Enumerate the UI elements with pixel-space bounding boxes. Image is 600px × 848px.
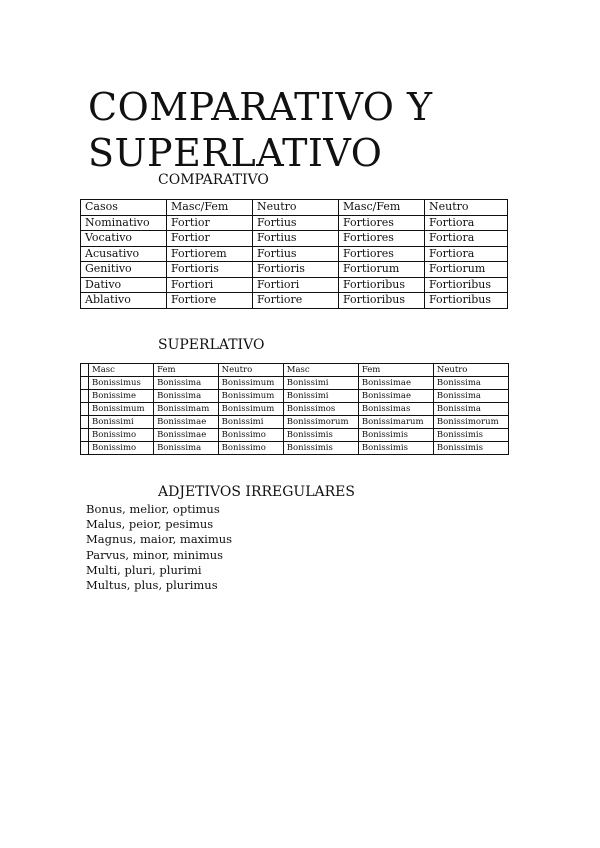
table-header-cell: Masc/Fem xyxy=(339,200,425,216)
table-cell: Bonissima xyxy=(154,377,219,390)
table-cell: Fortiore xyxy=(167,293,253,309)
table-cell: Bonissimum xyxy=(218,390,283,403)
table-cell: Bonissimo xyxy=(89,442,154,455)
table-header-cell: Casos xyxy=(81,200,167,216)
table-cell: Bonissimum xyxy=(218,377,283,390)
table-row xyxy=(81,293,508,309)
table-row xyxy=(81,416,509,429)
table-cell: Fortius xyxy=(253,215,339,231)
table-header-cell: Masc/Fem xyxy=(167,200,253,216)
table-cell: Fortioribus xyxy=(425,293,508,309)
table-row xyxy=(81,403,509,416)
table-cell: Fortius xyxy=(253,231,339,247)
table-cell: Bonissimas xyxy=(358,403,433,416)
table-row xyxy=(81,215,508,231)
table-cell: Fortiori xyxy=(253,277,339,293)
table-cell: Genitivo xyxy=(81,262,167,278)
table-cell: Fortioribus xyxy=(339,293,425,309)
table-header-cell: Fem xyxy=(154,364,219,377)
table-cell: Bonissimae xyxy=(358,390,433,403)
table-cell: Bonissimis xyxy=(283,429,358,442)
table-cell: Fortiora xyxy=(425,246,508,262)
table-cell: Bonissima xyxy=(433,377,508,390)
table-cell: Fortioribus xyxy=(339,277,425,293)
table-cell: Fortiori xyxy=(167,277,253,293)
table-header-cell: Neutro xyxy=(218,364,283,377)
superlativo-table xyxy=(80,363,509,455)
table-cell xyxy=(81,442,89,455)
table-cell: Bonissimum xyxy=(89,403,154,416)
table-cell xyxy=(81,390,89,403)
list-item: Malus, peior, pesimus xyxy=(86,517,214,532)
table-cell: Bonissime xyxy=(89,390,154,403)
table-header-cell: Masc xyxy=(89,364,154,377)
table-cell: Vocativo xyxy=(81,231,167,247)
table-header-cell: Fem xyxy=(358,364,433,377)
table-cell: Bonissimo xyxy=(89,429,154,442)
table-header-row xyxy=(81,364,509,377)
table-cell: Fortiore xyxy=(253,293,339,309)
table-cell: Bonissimi xyxy=(283,377,358,390)
table-header-cell: Neutro xyxy=(433,364,508,377)
table-cell: Ablativo xyxy=(81,293,167,309)
table-cell: Bonissimo xyxy=(218,429,283,442)
irregulares-list xyxy=(86,502,232,593)
table-cell: Bonissima xyxy=(433,403,508,416)
table-cell: Bonissima xyxy=(154,390,219,403)
table-cell: Fortiora xyxy=(425,215,508,231)
table-row xyxy=(81,277,508,293)
page-title: COMPARATIVO Y SUPERLATIVO xyxy=(88,85,433,175)
table-cell: Bonissimis xyxy=(433,429,508,442)
table-cell: Bonissimis xyxy=(358,429,433,442)
table-row xyxy=(81,377,509,390)
table-cell xyxy=(81,403,89,416)
table-cell: Bonissimis xyxy=(358,442,433,455)
table-cell: Acusativo xyxy=(81,246,167,262)
table-row xyxy=(81,429,509,442)
table-cell: Bonissimorum xyxy=(283,416,358,429)
list-item: Parvus, minor, minimus xyxy=(86,547,224,562)
table-row xyxy=(81,390,509,403)
table-cell: Dativo xyxy=(81,277,167,293)
table-cell: Bonissima xyxy=(433,390,508,403)
irregulares-heading: ADJETIVOS IRREGULARES xyxy=(158,484,355,500)
table-cell: Bonissimum xyxy=(218,403,283,416)
table-cell: Bonissimi xyxy=(89,416,154,429)
table-cell: Bonissimae xyxy=(358,377,433,390)
table-cell: Fortioris xyxy=(253,262,339,278)
table-cell: Bonissimis xyxy=(433,442,508,455)
table-cell: Fortiorem xyxy=(167,246,253,262)
table-cell: Fortiora xyxy=(425,231,508,247)
table-cell: Bonissimo xyxy=(218,442,283,455)
table-cell xyxy=(81,429,89,442)
table-header-cell: Masc xyxy=(283,364,358,377)
table-cell: Bonissimus xyxy=(89,377,154,390)
table-header-row xyxy=(81,200,508,216)
table-cell: Fortiores xyxy=(339,231,425,247)
table-header-cell: Neutro xyxy=(425,200,508,216)
table-header-cell xyxy=(81,364,89,377)
table-cell: Bonissimae xyxy=(154,429,219,442)
list-item: Multus, plus, plurimus xyxy=(86,578,218,593)
table-cell xyxy=(81,416,89,429)
table-row xyxy=(81,246,508,262)
table-cell: Fortior xyxy=(167,215,253,231)
table-cell: Bonissima xyxy=(154,442,219,455)
table-cell: Bonissimam xyxy=(154,403,219,416)
table-cell: Fortioris xyxy=(167,262,253,278)
table-row xyxy=(81,262,508,278)
table-cell xyxy=(81,377,89,390)
list-item: Bonus, melior, optimus xyxy=(86,502,220,516)
table-cell: Bonissimos xyxy=(283,403,358,416)
table-cell: Fortiores xyxy=(339,215,425,231)
list-item: Multi, pluri, plurimi xyxy=(86,562,202,577)
table-cell: Fortior xyxy=(167,231,253,247)
table-cell: Fortiorum xyxy=(339,262,425,278)
superlativo-heading: SUPERLATIVO xyxy=(158,337,265,353)
table-header-cell: Neutro xyxy=(253,200,339,216)
list-item: Magnus, maior, maximus xyxy=(86,532,233,547)
table-cell: Bonissimi xyxy=(283,390,358,403)
comparativo-heading: COMPARATIVO xyxy=(158,172,269,188)
comparativo-table xyxy=(80,199,508,309)
table-cell: Fortius xyxy=(253,246,339,262)
table-cell: Bonissimis xyxy=(283,442,358,455)
table-cell: Nominativo xyxy=(81,215,167,231)
table-cell: Fortiorum xyxy=(425,262,508,278)
table-cell: Bonissimi xyxy=(218,416,283,429)
table-cell: Bonissimarum xyxy=(358,416,433,429)
table-cell: Bonissimorum xyxy=(433,416,508,429)
table-row xyxy=(81,442,509,455)
table-row xyxy=(81,231,508,247)
table-cell: Bonissimae xyxy=(154,416,219,429)
table-cell: Fortiores xyxy=(339,246,425,262)
table-cell: Fortioribus xyxy=(425,277,508,293)
